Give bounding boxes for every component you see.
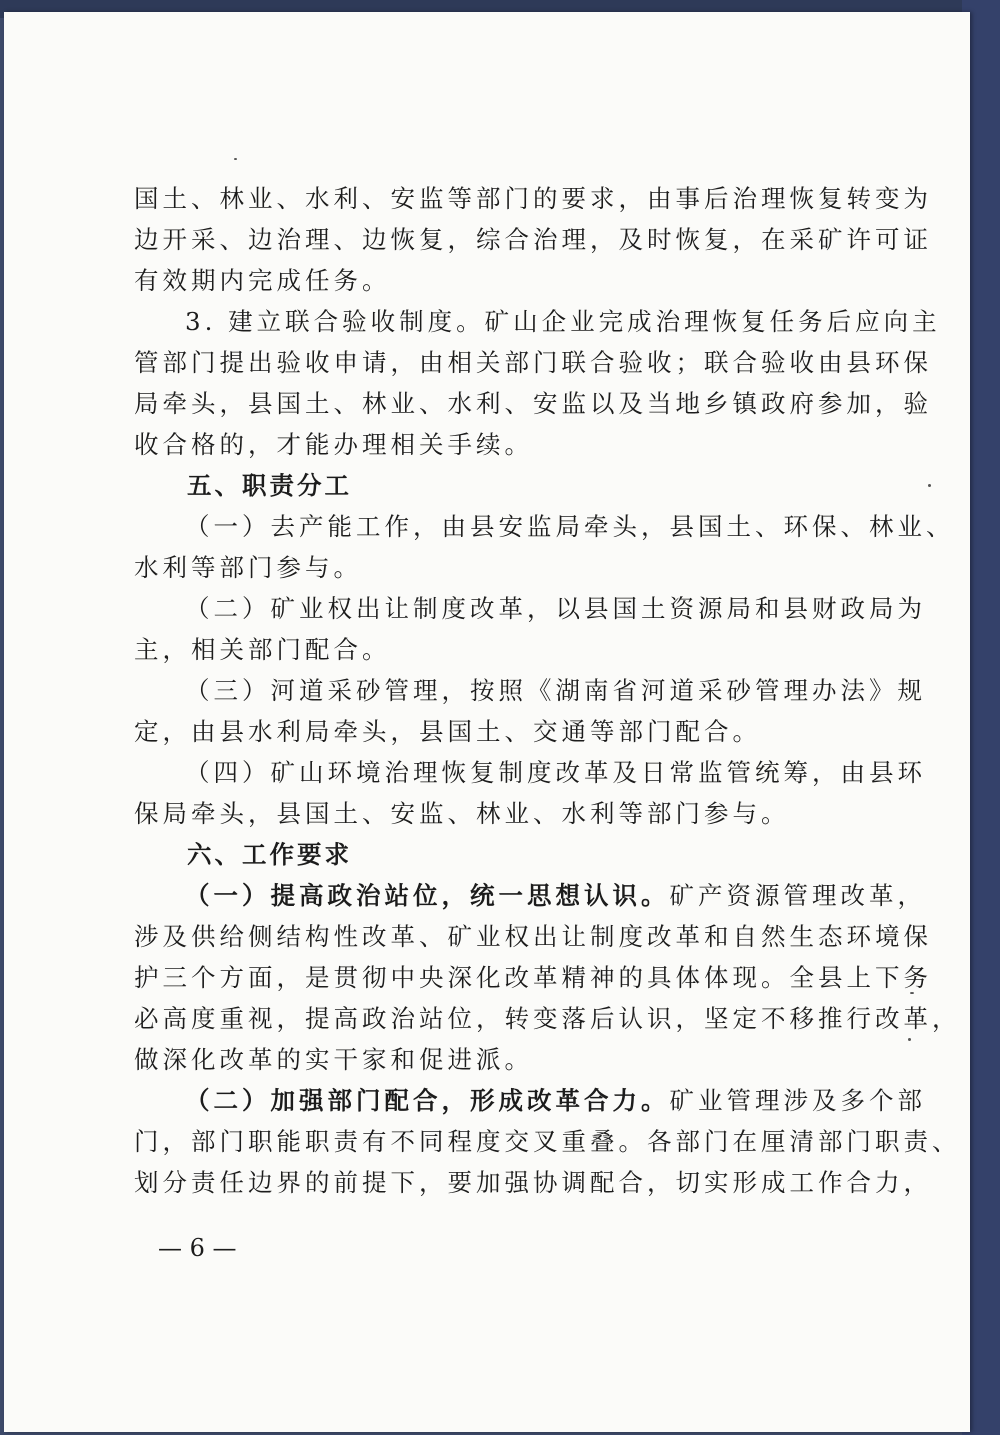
text-line: （四）矿山环境治理恢复制度改革及日常监管统筹，由县环 [185,758,926,787]
text-line: 保局牵头，县国土、安监、林业、水利等部门参与。 [134,799,790,828]
text-line: 做深化改革的实干家和促进派。 [134,1045,533,1074]
text-line [134,875,926,916]
section-heading: 六、工作要求 [187,840,352,869]
section-heading: 五、职责分工 [187,471,352,500]
scan-speck [234,158,237,160]
text-line: 门，部门职能职责有不同程度交叉重叠。各部门在厘清部门职责、 [134,1127,961,1156]
text-line: 划分责任边界的前提下，要加强协调配合，切实形成工作合力， [134,1168,932,1197]
text-line: （三）河道采砂管理，按照《湖南省河道采砂管理办法》规 [185,676,926,705]
text-line: 边开采、边治理、边恢复，综合治理，及时恢复，在采矿许可证 [134,225,932,254]
document-body [134,178,961,1203]
text-line: 管部门提出验收申请，由相关部门联合验收；联合验收由县环保 [134,348,932,377]
text-line: 国土、林业、水利、安监等部门的要求，由事后治理恢复转变为 [134,184,932,213]
text-line [134,1080,926,1121]
scan-speck [928,484,931,487]
text-line: （一）去产能工作，由县安监局牵头，县国土、环保、林业、 [185,512,955,541]
text-line: 必高度重视，提高政治站位，转变落后认识，坚定不移推行改革， [134,1004,961,1033]
scan-speck [908,1038,911,1041]
text-line: （二）矿业权出让制度改革，以县国土资源局和县财政局为 [185,594,926,623]
text-line: 水利等部门参与。 [134,553,362,582]
bold-lead: （二）加强部门配合，形成改革合力。 [185,1086,670,1115]
text-line: 3. 建立联合验收制度。矿山企业完成治理恢复任务后应向主 [185,307,941,336]
text-line: 有效期内完成任务。 [134,266,391,295]
text-line: 收合格的，才能办理相关手续。 [134,430,533,459]
lead-rest: 矿业管理涉及多个部 [669,1086,926,1115]
text-line: 护三个方面，是贯彻中央深化改革精神的具体体现。全县上下务 [134,963,932,992]
page-number: — 6 — [158,1234,237,1262]
text-line: 定，由县水利局牵头，县国土、交通等部门配合。 [134,717,761,746]
bold-lead: （一）提高政治站位，统一思想认识。 [185,881,670,910]
text-line: 局牵头，县国土、林业、水利、安监以及当地乡镇政府参加，验 [134,389,932,418]
scan-speck [910,992,914,994]
text-line: 涉及供给侧结构性改革、矿业权出让制度改革和自然生态环境保 [134,922,932,951]
lead-rest: 矿产资源管理改革， [669,881,926,910]
text-line: 主，相关部门配合。 [134,635,391,664]
